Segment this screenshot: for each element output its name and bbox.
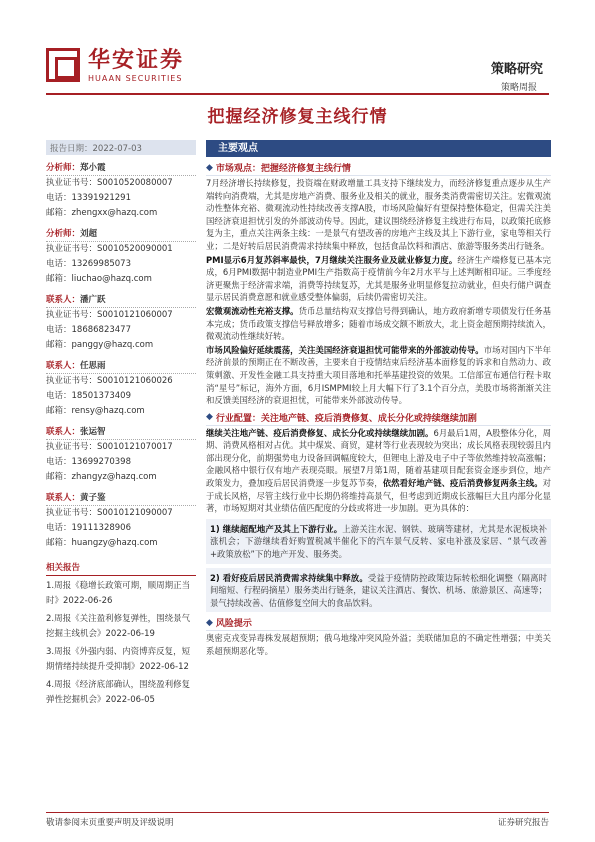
related-report-link[interactable]: 4.周报《经济底部确认，围绕盈利修复弹性挖掘机会》2022-06-05 [46, 680, 191, 705]
analyst-block: 分析师：郑小霞 执业证书号：S0010520080007 电话：13391921291 邮箱：zhengxx@hazq.com [46, 159, 196, 221]
footer-label: 证券研究报告 [497, 818, 549, 828]
subsection-market: ◆ 市场观点：把握经济修复主线行情 [206, 161, 551, 176]
header-divider [46, 93, 549, 95]
bullet-icon: ◆ [206, 617, 213, 628]
footer-divider [46, 812, 549, 813]
report-type: 策略研究 [490, 62, 543, 77]
subsection-industry: ◆ 行业配置：关注地产链、疫后消费修复、成长分化或持续继续加剧 [206, 411, 551, 426]
contact-block: 联系人：黄子鉴 执业证书号：S0010121090007 电话：19111328906 邮箱：huangzy@hazq.com [46, 489, 196, 551]
highlight-box: 1) 继续超配地产及其上下游行业。上游关注水泥、钢铁、玻璃等建材，尤其是水泥板块补涨机会；下游继续看好购置税减半催化下的汽车景气反转、家电补涨及家居、“景气改善+政策放松”下的地产开发、服务类。 [206, 519, 551, 564]
email-link[interactable]: 邮箱：huangzy@hazq.com [46, 538, 158, 548]
related-report-link[interactable]: 2.周报《关注盈利修复弹性，围绕景气挖掘主线机会》2022-06-19 [46, 614, 191, 639]
paragraph: 奥密克戎变异毒株发展超预期；俄乌地缘冲突风险外溢；美联储加息的不确定性增强；中美关系超预期恶化等。 [206, 633, 551, 656]
analyst-name: 郑小霞 [80, 163, 106, 173]
bullet-icon: ◆ [206, 162, 213, 173]
logo-en: HUAAN SECURITIES [88, 73, 183, 83]
left-column [46, 140, 196, 708]
contact-block: 联系人：潘广跃 执业证书号：S0010121060007 电话：18686823477 邮箱：panggy@hazq.com [46, 291, 196, 353]
contact-name: 任思雨 [80, 361, 106, 371]
email-link[interactable]: 邮箱：zhengxx@hazq.com [46, 208, 158, 218]
logo-mark-icon [46, 48, 80, 82]
paragraph: 继续关注地产链、疫后消费修复、成长分化或持续继续加剧。6月最后1周，A股整体分化，周期、消费风格相对占优。其中煤炭、商贸，建材等行业表现较为突出；成长风格表现较弱且内部出现分化，前期强势电力设备回调幅度较大，但锂电上游及电子中子等依然维持较高涨幅；金融风格中银行仅有地产表现亮眼。展望7月第1周，随着基建项目配套资金逐步到位，地产政策发力，叠加疫后居民消费逐一步复苏节奏，依然看好地产链、疫后消费修复两条主线。对于成长风格，尽管主线行业中长期仍将维持高景气，但考虑到近期成长涨幅巨大且内部分化显著，市场短期对其业绩估值匹配度的分歧或将进一步加剧。更为具体的： [206, 427, 552, 514]
contact-block: 联系人：任思雨 执业证书号：S0010121060026 电话：18501373409 邮箱：rensy@hazq.com [46, 357, 196, 419]
related-reports [46, 561, 196, 708]
paragraph: 市场风险偏好延续震荡，关注美国经济衰退担忧可能带来的外部波动传导。市场对国内下半年经济前景的预期正在不断改善，主要来自于疫情结束后经济基本面修复的诉求和自然动力、政策刺激、开发性金融工具支持重大项目落地和托举基建投资的效果。工信部宣布通信行程卡取消“星号”标记，海外方面，6月ISMPMI较上月大幅下行了3.1个百分点，美股市场将渐渐关注和反馈美国经济的衰退担忧，可能带来外部波动传导。 [206, 344, 552, 406]
email-link[interactable]: 邮箱：panggy@hazq.com [46, 340, 154, 350]
report-date: 报告日期：2022-07-03 [46, 140, 196, 155]
analyst-name: 刘超 [80, 229, 98, 239]
email-link[interactable]: 邮箱：zhangyz@hazq.com [46, 472, 157, 482]
report-title: 把握经济修复主线行情 [207, 107, 388, 127]
related-heading: 相关报告 [46, 561, 196, 576]
logo-cn: 华安证券 [88, 46, 185, 73]
analyst-block: 分析师：刘超 执业证书号：S0010520090001 电话：13269985073 邮箱：liuchao@hazq.com [46, 225, 196, 287]
related-report-link[interactable]: 1.周报《稳增长政策可期，顺周期正当时》2022-06-26 [46, 581, 191, 606]
paragraph: 宏微观流动性充裕支撑。货币总量结构双支撑信号得到确认，地方政府新增专项债发行任务基本完成；货币政策支撑信号释放增多；随着市场成交额不断放大，北上资金超预期持续流入，微观流动性继续好转。 [206, 305, 552, 342]
contact-name: 张运智 [80, 427, 106, 437]
report-subtype: 策略周报 [500, 83, 537, 93]
paragraph: PMI显示6月复苏斜率最快，7月继续关注服务业及就业修复力度。经济生产端修复已基本完成，6月PMI数据中制造业PMI生产指数高于疫情前今年2月水平与上述判断相印证。三季度经济更聚焦于经济需求端，消费等持续复苏，尤其是服务业明显修复拉动就业，但央行储户调查显示居民消费意愿和就业感受整体偏弱，后续仍需密切关注。 [206, 254, 552, 303]
main-column [206, 140, 551, 658]
email-link[interactable]: 邮箱：rensy@hazq.com [46, 406, 145, 416]
related-report-link[interactable]: 3.周报《外强内弱、内资博弈反复，短期情绪持续提升受抑制》2022-06-12 [46, 647, 191, 672]
contact-block: 联系人：张运智 执业证书号：S0010121070017 电话：13699270398 邮箱：zhangyz@hazq.com [46, 423, 196, 485]
huaan-logo [46, 42, 196, 88]
paragraph: 7月经济增长持续修复，投资端在财政增量工具支持下继续发力，而经济修复重点逐步从生产端转向消费端，尤其是房地产消费、服务业及相关的就业，服务类消费需密切关注。宏微观流动性整体充裕、微观流动性持续改善支撑A股，市场风险偏好有望保持整体稳定，但需关注美国经济衰退担忧引发的外部波动传导。因此，建议围绕经济修复主线进行布局，以政策托底修复为主，重点关注两条主线：一是景气有望改善的房地产主线及其上下游行业，家电等相关行业；二是好转后居民消费需求持续集中释放，包括食品饮料和酒店、旅游等服务类出行链条。 [206, 178, 551, 251]
subsection-risk: ◆ 风险提示 [206, 616, 551, 631]
footer-disclaimer: 敬请参阅末页重要声明及评级说明 [46, 818, 174, 828]
bullet-icon: ◆ [206, 412, 213, 423]
contact-name: 黄子鉴 [80, 493, 106, 503]
email-link[interactable]: 邮箱：liuchao@hazq.com [46, 274, 152, 284]
highlight-box: 2) 看好疫后居民消费需求持续集中释放。受益于疫情防控政策边际转松细化调整（隔离时间缩短、行程码摘星）服务类出行链条，建议关注酒店、餐饮、机场、旅游景区、高速等；景气持续改善、估值修复空间大的食品饮料。 [206, 568, 551, 613]
contact-name: 潘广跃 [80, 295, 106, 305]
section-title: 主要观点 [206, 140, 551, 157]
